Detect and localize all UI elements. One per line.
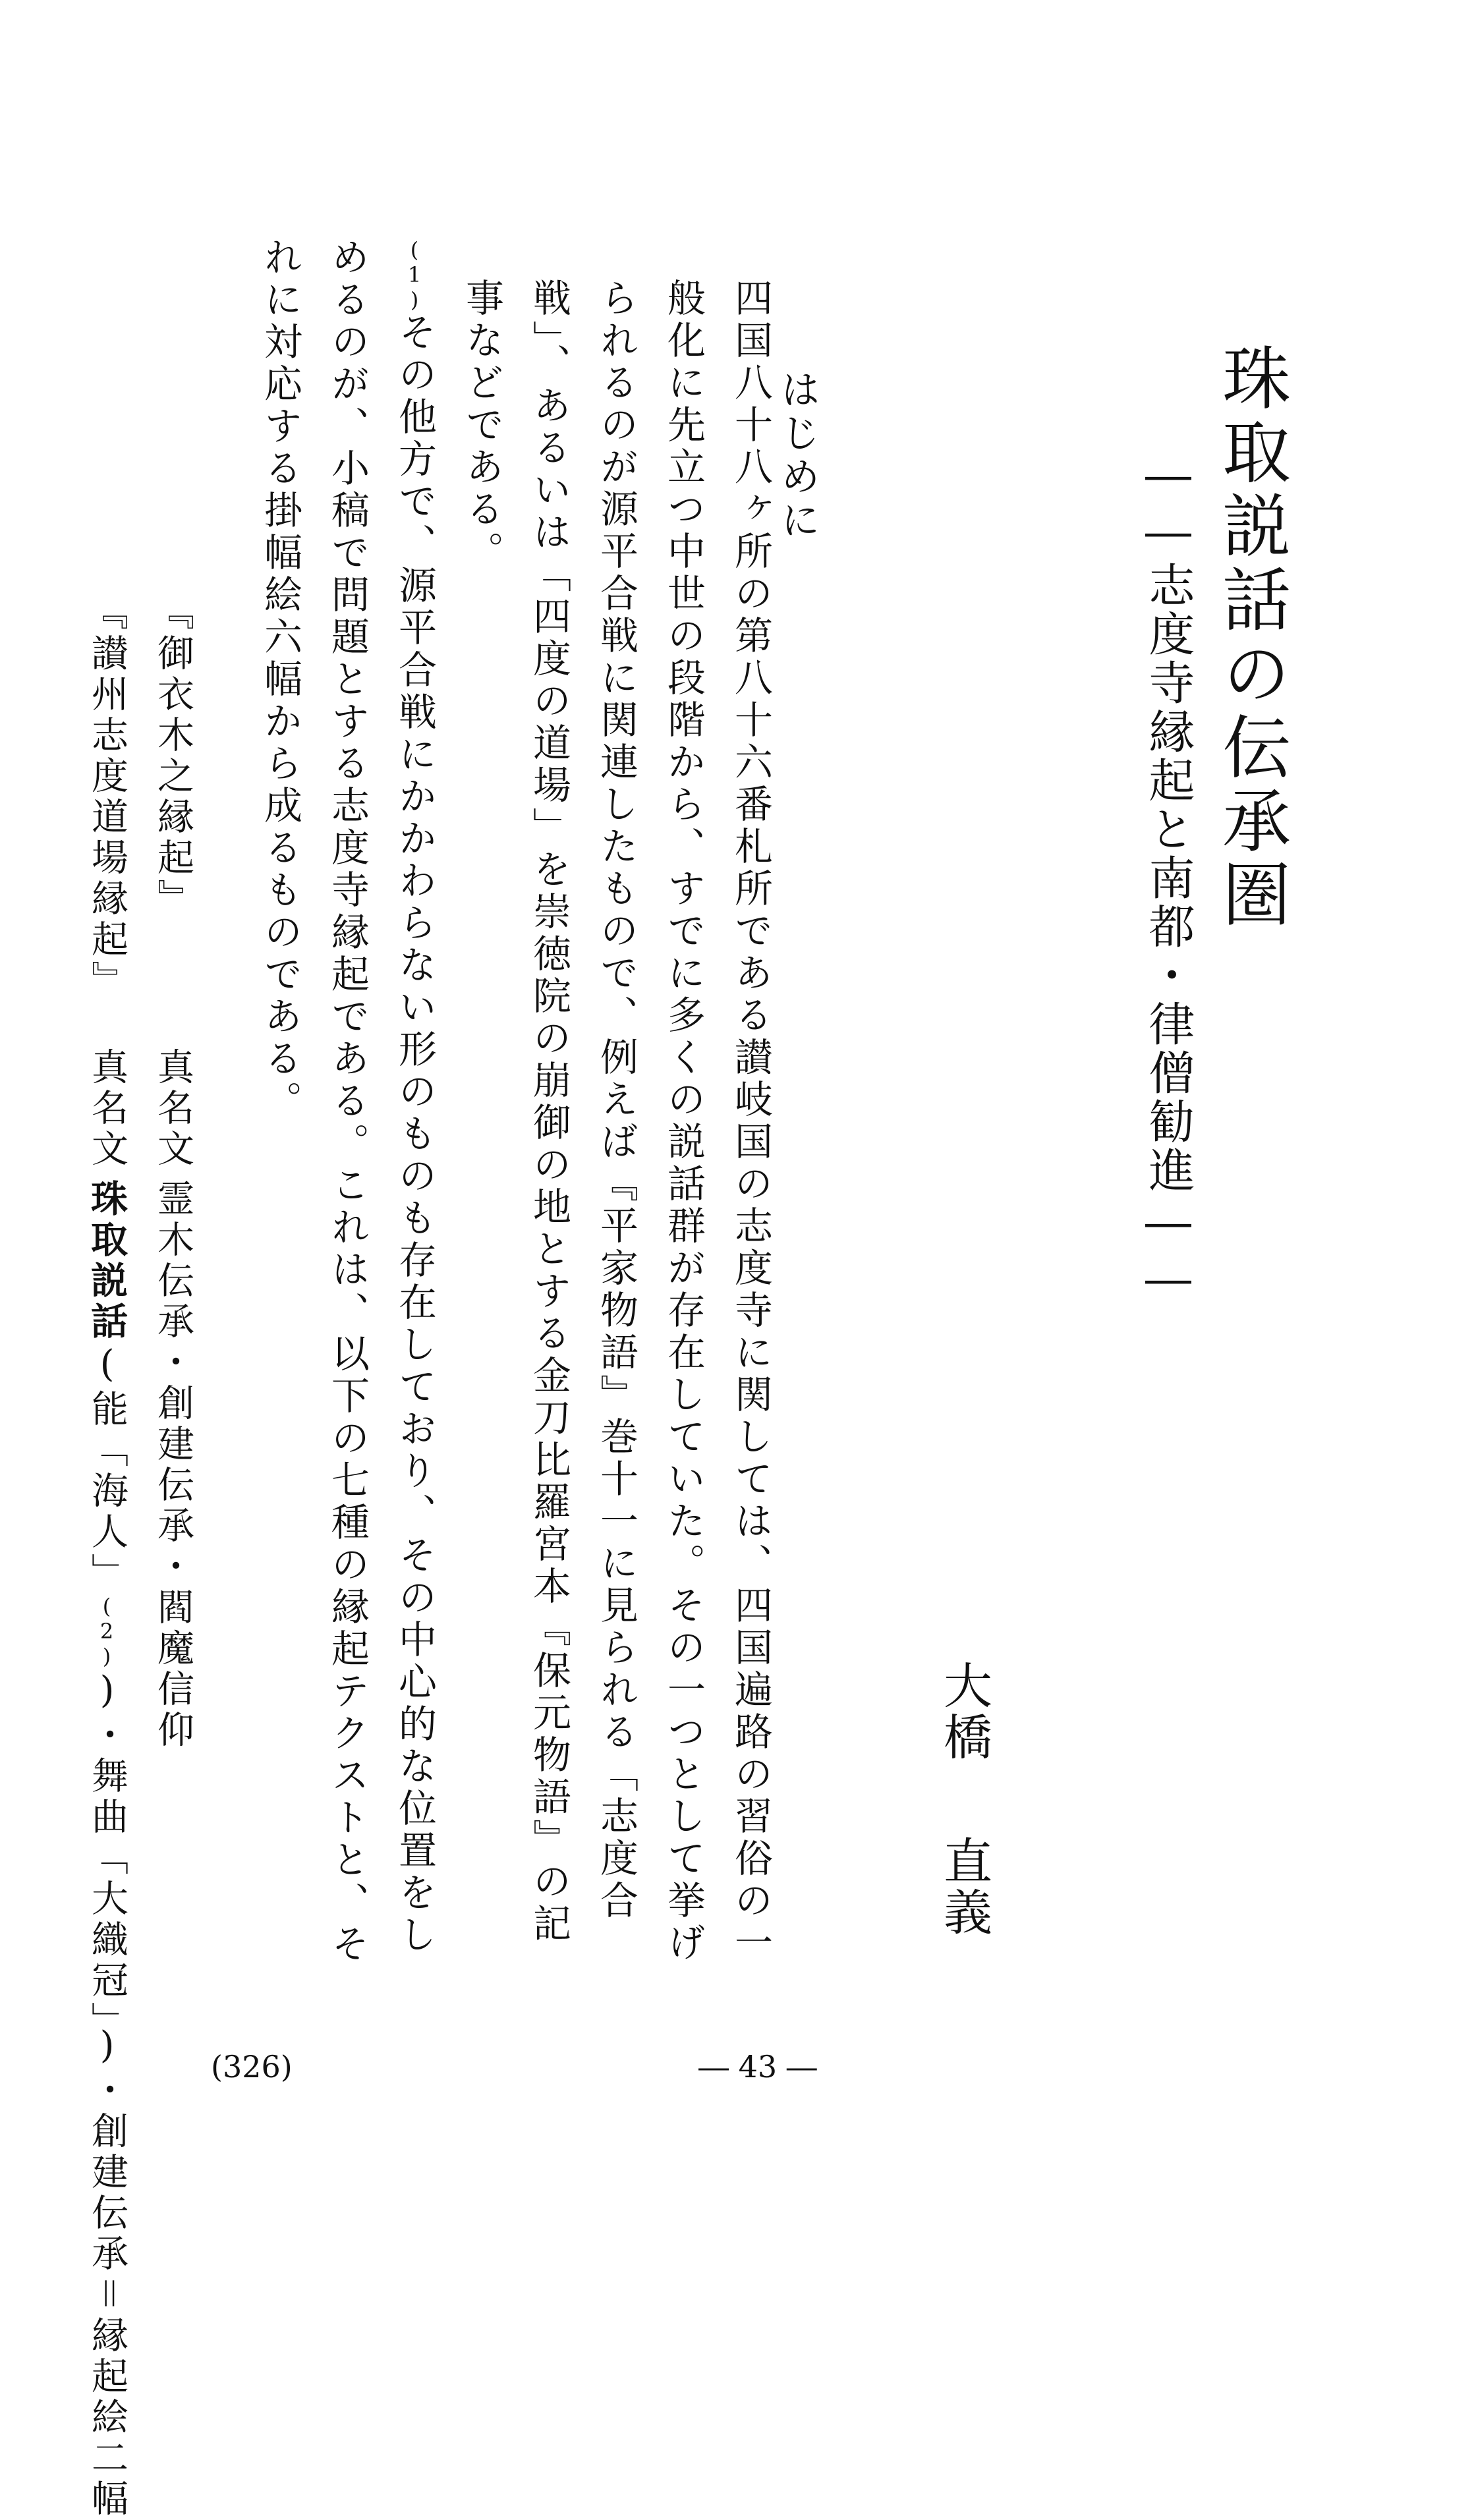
page-number: ― 43 ― [698,2049,817,2085]
author-name [936,1660,992,1938]
paragraph-text: 四国八十八ヶ所の第八十六番札所である讃岐国の志度寺に関しては、四国遍路の習俗の一般化に先立つ中世の段階から、すでに多くの説話群が存在していた。その一つとして挙げられるのが源平合戦に関連したもので、例えば『平家物語』巻十一に見られる「志度合戦」、あるいは「四度の道場」を崇徳院の崩御の地とする金刀比羅宮本『保元物語』の記事などである。 [459,278,773,1965]
article-title: 珠取説話の伝承圏 [1210,343,1291,933]
author-given-name: 直義 [936,1835,992,1938]
list-item-note: (能「海人」 [86,1343,128,1594]
author-family-name: 大橋 [936,1660,992,1763]
original-page-number: (326) [211,2049,293,2085]
list-item [86,593,128,1001]
section-heading: はじめに [774,369,820,543]
list-item-description: 霊木伝承・創建伝承・閻魔信仰 [152,1179,194,1751]
list-item-type: 真名文 [152,1048,194,1170]
list-item-keyword: 珠取説話 [85,1179,128,1343]
list-item-title: 『讃州志度道場縁起』 [86,593,128,1001]
list-item-description [85,1179,128,2520]
footnote-ref-1: (1) [402,237,427,312]
list-item-title: 『御衣木之縁起』 [152,593,194,920]
article-subtitle: ――志度寺縁起と南都・律僧勧進―― [1141,448,1195,1308]
body-text [258,237,784,1983]
paragraph-text-continued: その他方で、源平合戦にかかわらない形のものも存在しており、その中心的な位置をしめるのが、小稿で問題とする志度寺縁起である。これは、以下の七種の縁起テクストと、それに対応する掛幅絵六幅から成るものである。 [258,237,437,1966]
list-item-note-continued: )・舞曲「大織冠」)・創建伝承＝縁起絵二幅 [86,1669,128,2520]
body-paragraph [246,237,784,1983]
footnote-ref-2: (2) [94,1594,119,1669]
list-item-type: 真名文 [86,1048,128,1170]
